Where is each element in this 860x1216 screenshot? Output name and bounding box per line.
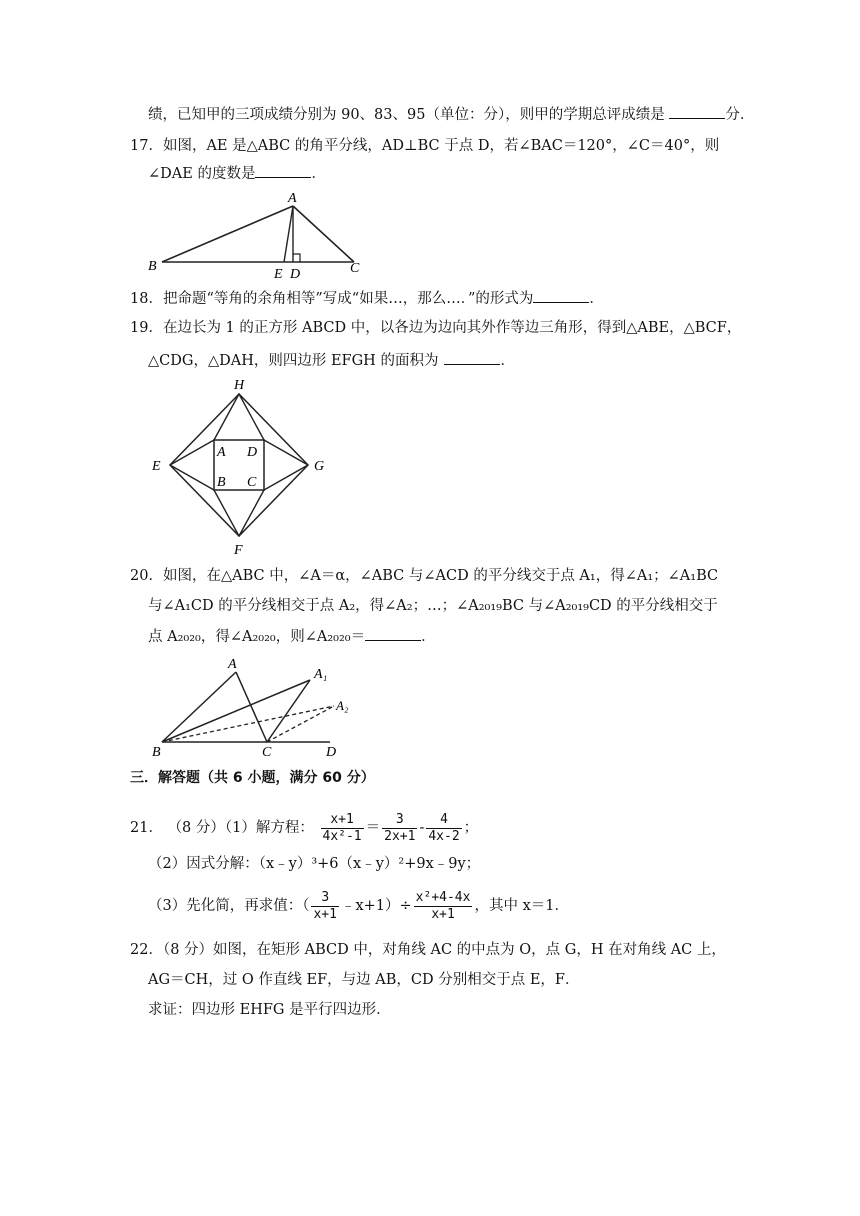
q17-text-2: ∠DAE 的度数是 [148,166,256,182]
q20-label-a1: A₁ [314,667,328,682]
q22-line3 [148,1000,391,1020]
q20-label-c: C [262,745,272,758]
q17-number: 17． [130,138,163,154]
q17-figure [140,188,380,280]
q17-label-b: B [148,259,157,274]
q21-line3 [148,888,569,924]
q22-number: 22． [130,942,163,958]
q19-figure [146,374,340,558]
q21-part2: （2）因式分解：（x﹣y）³+6（x﹣y）²+9x﹣9y； [148,856,481,872]
q21-number: 21． [130,820,163,836]
q19-line2 [148,350,515,371]
q18-answer-blank[interactable] [533,288,589,303]
q17-label-c: C [350,261,360,276]
q19-label-e: E [152,459,161,474]
q20-answer-blank[interactable] [365,626,421,641]
q16-answer-blank[interactable] [669,104,725,119]
q20-line1 [130,566,718,586]
q19-label-f: F [234,543,243,558]
q21-line2 [148,854,480,874]
q21-line1 [130,810,478,846]
q19-line1 [130,318,741,338]
q21-part1-label: （1）解方程： [224,820,314,836]
q19-answer-blank[interactable] [444,350,500,365]
q20-label-d: D [326,745,337,758]
q20-label-a: A [228,657,237,672]
q20-line2 [148,596,718,616]
q20-text-3: 点 A₂₀₂₀，得∠A₂₀₂₀，则∠A₂₀₂₀＝ [148,629,366,645]
q19-number: 19． [130,320,163,336]
q19-label-a: A [217,445,226,460]
q22-text-2: AG＝CH，过 O 作直线 EF，与边 AB，CD 分别相交于点 E，F． [148,972,580,988]
q17-label-a: A [288,191,297,206]
q22-text-1: （8 分）如图，在矩形 ABCD 中，对角线 AC 的中点为 O，点 G，H 在对角线 AC 上， [162,942,726,958]
q21-equals: ＝ [365,820,381,836]
q19-label-b: B [217,475,226,490]
q20-line3 [148,626,436,647]
q22-line1 [130,940,726,960]
q19-end: ． [500,353,515,369]
q21-frac-4: $\frac{3}{x+1}$ [313,889,337,922]
q21-frac-1: $\frac{x+1}{\text{4x²-1}}$ [322,811,362,844]
q21-minus: - [419,820,425,836]
q19-text-1: 在边长为 1 的正方形 ABCD 中，以各边为边向其外作等边三角形，得到△ABE，△BCF， [162,320,742,336]
q17-end: ． [311,166,326,182]
q18-end: ． [589,291,604,307]
q18-line [130,288,604,309]
q22-text-3: 求证：四边形 EHFG 是平行四边形． [148,1002,391,1018]
q20-label-a2: A₂ [336,698,349,713]
q21-part3-mid: ﹣x+1）÷ [340,898,412,914]
q19-label-g: G [314,459,325,474]
q22-line2 [148,970,579,990]
q17-label-e: E [274,267,283,280]
q20-figure [146,654,360,758]
q17-line1 [130,136,719,156]
q17-label-d: D [290,267,301,280]
q19-label-h: H [234,378,245,393]
q21-frac-3: $\frac{4}{4x-2}$ [428,811,460,844]
q21-part1-end: ； [463,820,479,836]
q16-text: 绩，已知甲的三项成绩分别为 90、83、95（单位：分），则甲的学期总评成绩是 [148,107,665,123]
section-3-heading: 三．解答题（共 6 小题，满分 60 分） [130,770,375,786]
q16-suffix: 分． [725,107,755,123]
q21-frac-2: $\frac{3}{2x+1}$ [384,811,416,844]
q20-label-b: B [152,745,161,758]
q19-label-c: C [247,475,257,490]
q21-frac-5: $\frac{\text{x²+4-4x}}{x+1}$ [415,889,471,922]
q18-text: 把命题“等角的余角相等”写成“如果…，那么…．”的形式为 [162,291,534,307]
q21-part3-end: ，其中 x＝1． [474,898,569,914]
q16-line [148,104,754,125]
q20-end: ． [421,629,436,645]
q20-text-1: 如图，在△ABC 中，∠A＝α，∠ABC 与∠ACD 的平分线交于点 A₁，得∠A₁；∠A₁BC [162,568,719,584]
q20-text-2: 与∠A₁CD 的平分线相交于点 A₂，得∠A₂；…；∠A₂₀₁₉BC 与∠A₂₀₁₉CD 的平分线相交于 [148,598,718,614]
q21-part3-label: （3）先化简，再求值：（ [148,898,310,914]
q17-answer-blank[interactable] [255,163,311,178]
q19-label-d: D [247,445,258,460]
q17-text-1: 如图，AE 是△ABC 的角平分线，AD⊥BC 于点 D，若∠BAC＝120°，∠C＝40°，则 [162,138,720,154]
q17-line2 [148,163,326,184]
q18-number: 18． [130,291,163,307]
q21-score: （8 分） [167,820,225,836]
q19-text-2: △CDG，△DAH，则四边形 EFGH 的面积为 [148,353,439,369]
q20-number: 20． [130,568,163,584]
